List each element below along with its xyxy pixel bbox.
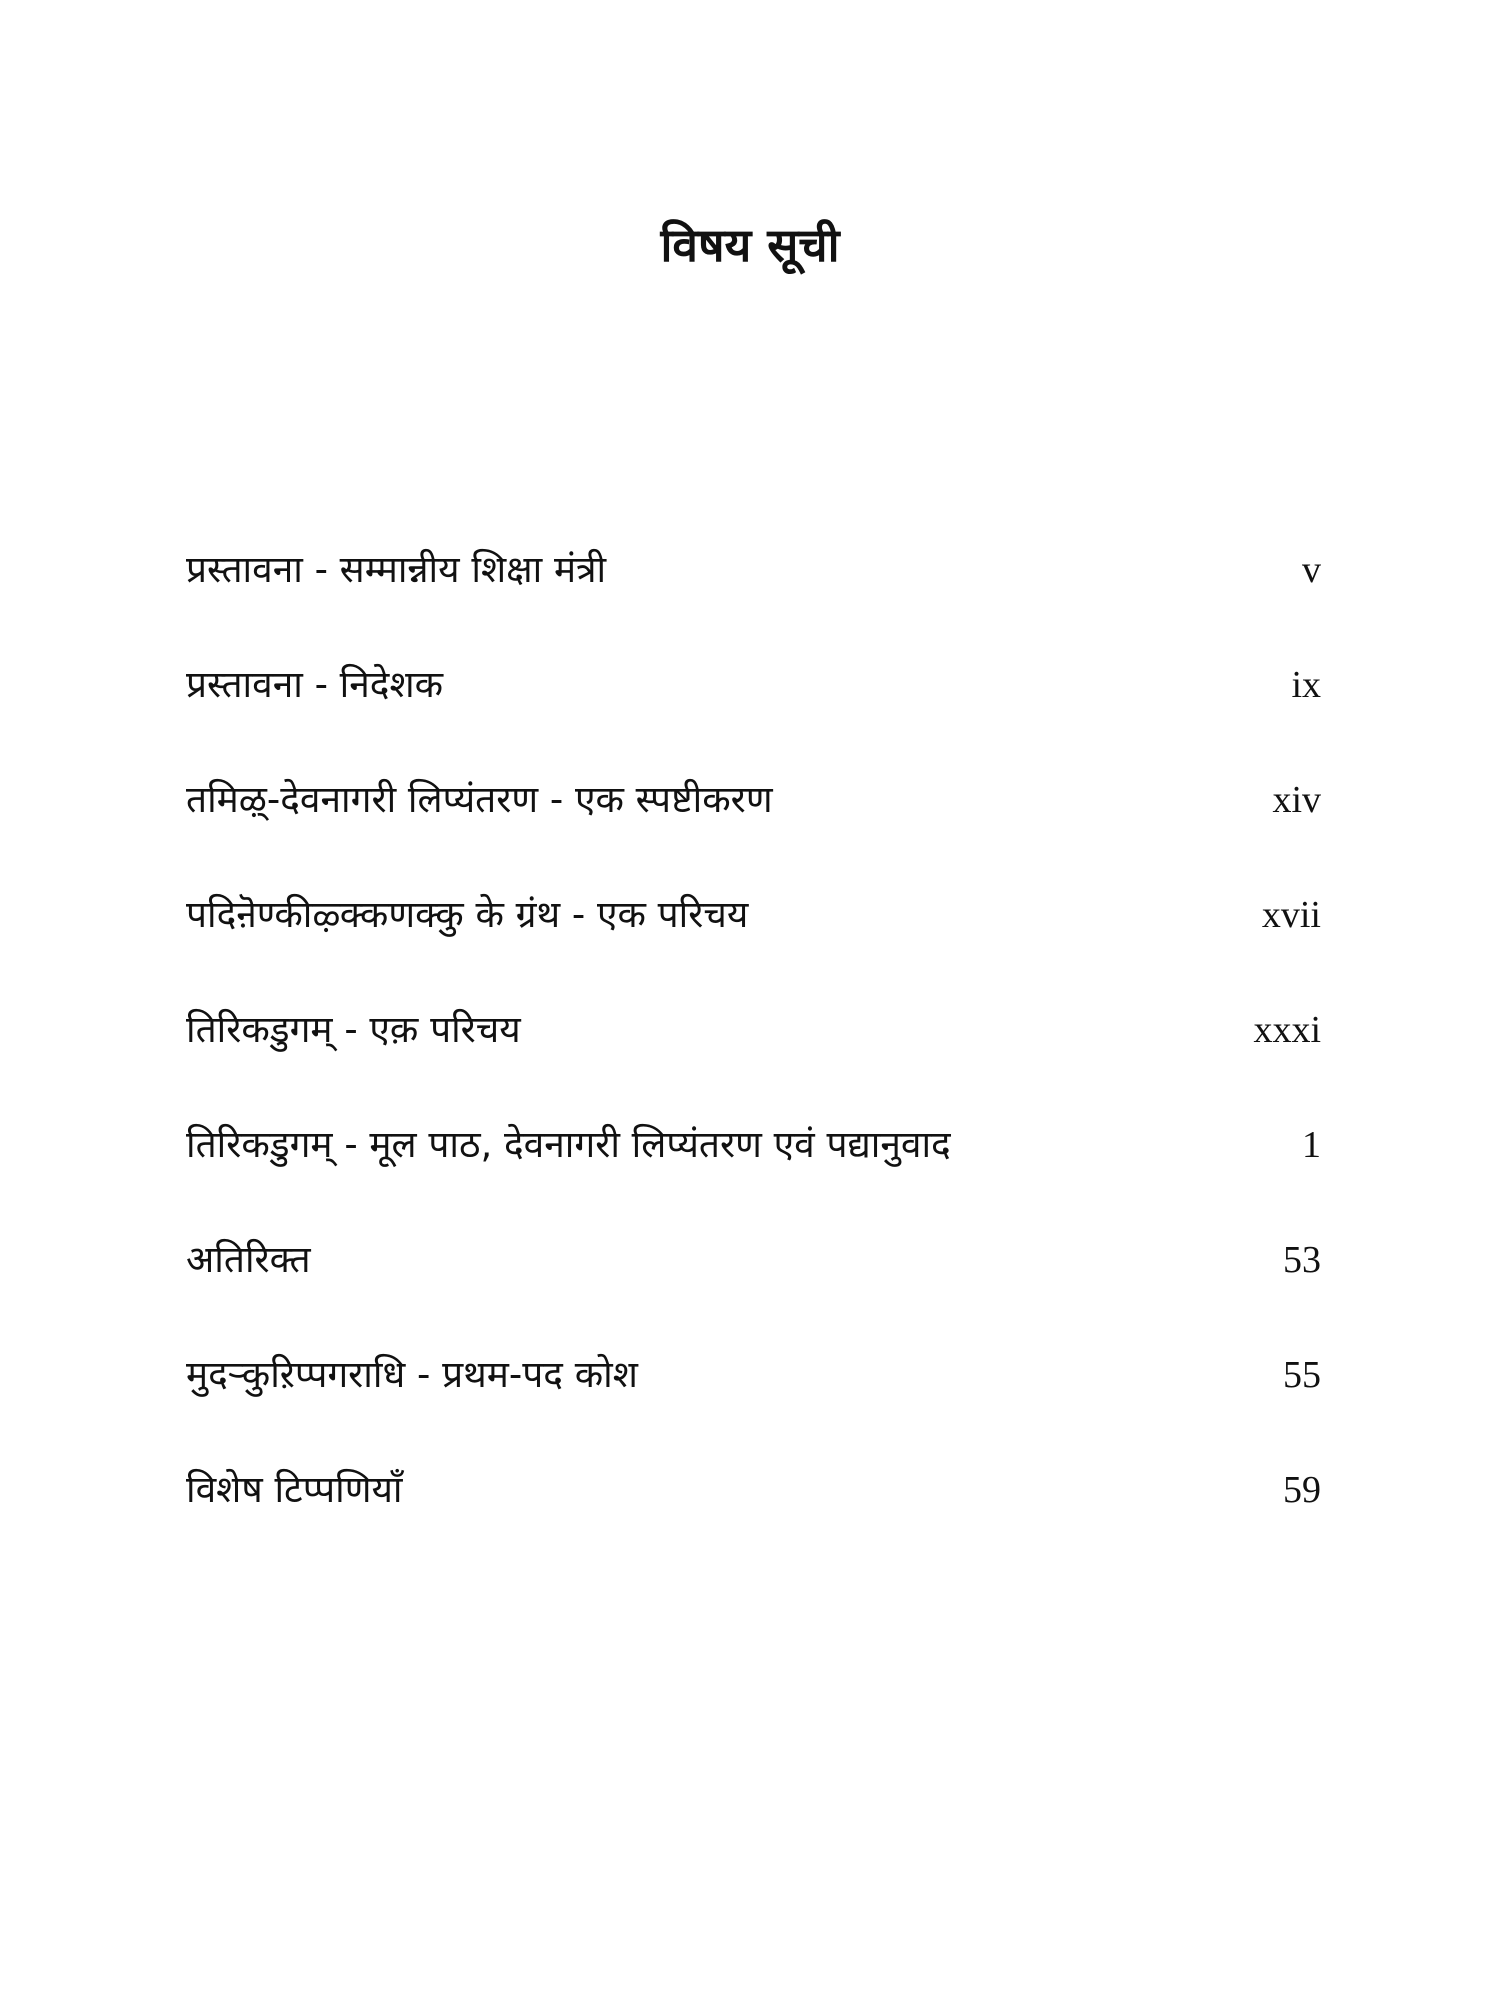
toc-entry-label: तिरिकडुगम् - मूल पाठ, देवनागरी लिप्यंतरण एवं पद्यानुवाद: [186, 1123, 951, 1166]
toc-entry: [186, 655, 1321, 770]
toc-entry-page: xiv: [1272, 779, 1321, 821]
page-title: विषय सूची: [660, 218, 840, 272]
toc-entry: [186, 1345, 1321, 1460]
toc-entry: [186, 1000, 1321, 1115]
toc-entry-page: ix: [1291, 664, 1321, 706]
toc-entry-page: 59: [1283, 1469, 1321, 1511]
toc-entry: [186, 1460, 1321, 1575]
toc-entry: [186, 770, 1321, 885]
toc-entry: [186, 1230, 1321, 1345]
toc-entry-label: तमिऴ्-देवनागरी लिप्यंतरण - एक स्पष्टीकरण: [186, 778, 773, 821]
toc-entry-page: xvii: [1261, 894, 1321, 936]
toc-entry-label: तिरिकडुगम् - एक़ परिचय: [186, 1008, 521, 1051]
toc-entry: [186, 1115, 1321, 1230]
toc-entry: [186, 885, 1321, 1000]
toc-entry-page: v: [1302, 549, 1321, 591]
toc-entry-page: xxxi: [1253, 1009, 1321, 1051]
toc-entry-label: विशेष टिप्पणियाँ: [186, 1468, 403, 1511]
table-of-contents: [186, 540, 1321, 1575]
toc-entry-label: प्रस्तावना - सम्मान्नीय शिक्षा मंत्री: [186, 548, 607, 591]
toc-entry-page: 55: [1283, 1354, 1321, 1396]
toc-entry: [186, 540, 1321, 655]
toc-entry-page: 1: [1302, 1124, 1321, 1166]
toc-entry-label: पदिऩॆण्कीऴ्क्कणक्कु के ग्रंथ - एक परिचय: [186, 893, 749, 936]
toc-entry-label: प्रस्तावना - निदेशक: [186, 663, 444, 706]
toc-entry-label: अतिरिक्त: [186, 1238, 311, 1281]
toc-entry-page: 53: [1283, 1239, 1321, 1281]
toc-entry-label: मुदऱ्कुऱिप्पगराधि - प्रथम-पद कोश: [186, 1353, 638, 1396]
